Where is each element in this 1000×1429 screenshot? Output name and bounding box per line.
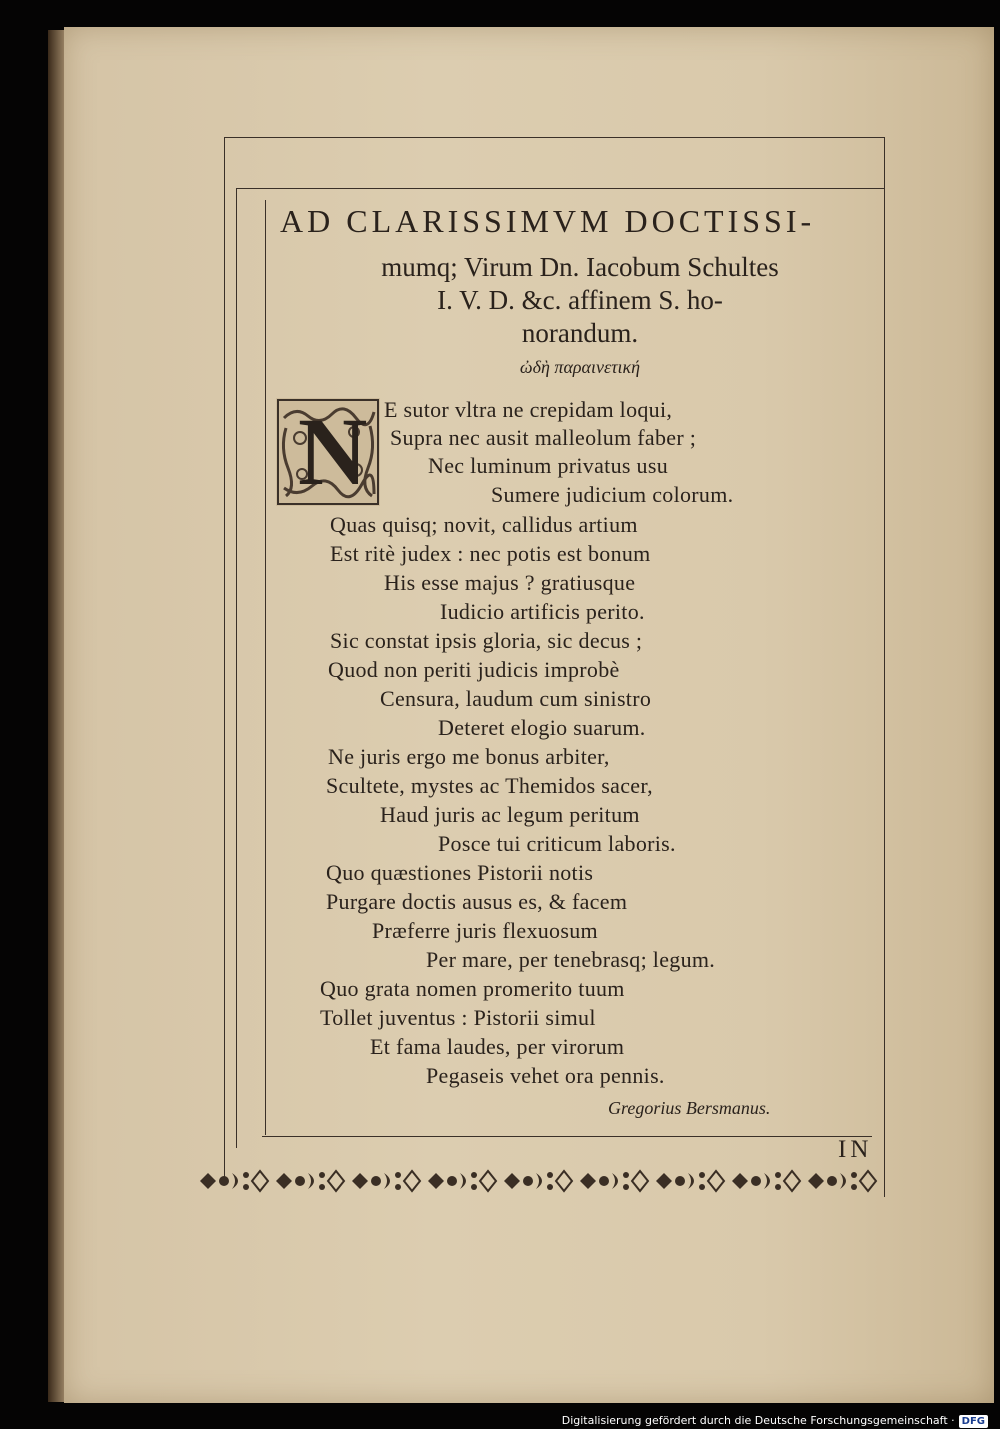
heading-line-1: AD CLARISSIMVM DOCTISSI- <box>280 203 816 239</box>
frame-rule <box>262 1136 872 1137</box>
heading-line-3: I. V. D. &c. affinem S. ho- <box>437 285 723 315</box>
verse-line: Per mare, per tenebrasq; legum. <box>426 947 716 972</box>
verse-line: Posce tui criticum laboris. <box>438 831 676 856</box>
verse-line: Scultete, mystes ac Themidos sacer, <box>326 773 653 798</box>
verse-line: Purgare doctis ausus es, & facem <box>326 889 628 914</box>
verse-line: Pegaseis vehet ora pennis. <box>426 1063 665 1088</box>
verse-line: Supra nec ausit malleolum faber ; <box>390 425 697 450</box>
verse-line: Tollet juventus : Pistorii simul <box>320 1005 596 1030</box>
verse-line: Quo grata nomen promerito tuum <box>320 976 625 1001</box>
frame-rule <box>265 200 266 1135</box>
verse-line: Præferre juris flexuosum <box>372 918 598 943</box>
credit-text: Digitalisierung gefördert durch die Deutsche Forschungsgemeinschaft · <box>561 1414 955 1427</box>
catchword: IN <box>838 1136 873 1163</box>
frame-rule <box>884 137 885 1197</box>
verse-line: His esse majus ? gratiusque <box>384 570 636 595</box>
heading-line-4: norandum. <box>521 318 639 348</box>
verse-line: Nec luminum privatus usu <box>428 453 669 478</box>
verse-line: Haud juris ac legum peritum <box>380 802 640 827</box>
verse-line: Censura, laudum cum sinistro <box>380 686 652 711</box>
heading-greek-subtitle: ὠδὴ παραινετική <box>519 357 641 377</box>
verse-line: Iudicio artificis perito. <box>440 599 645 624</box>
decorated-initial <box>276 398 380 506</box>
initial-letter: N <box>298 398 368 505</box>
heading-line-2: mumq; Virum Dn. Iacobum Schultes <box>381 252 779 282</box>
verse-line: Quod non periti judicis improbè <box>328 657 620 682</box>
author-signature: Gregorius Bersmanus. <box>608 1098 771 1118</box>
verse-line: E sutor vltra ne crepidam loqui, <box>384 397 673 422</box>
verse-line: Deteret elogio suarum. <box>438 715 646 740</box>
dfg-logo: DFG <box>959 1415 988 1428</box>
frame-rule <box>224 137 225 1182</box>
verse-line: Sumere judicium colorum. <box>491 482 734 507</box>
frame-rule <box>236 188 884 189</box>
verse-line: Sic constat ipsis gloria, sic decus ; <box>330 628 643 653</box>
ornament-border <box>200 1165 880 1197</box>
frame-rule <box>225 137 885 138</box>
verse-line: Ne juris ergo me bonus arbiter, <box>328 744 610 769</box>
digitization-credit <box>0 1412 988 1429</box>
frame-rule <box>236 188 237 1148</box>
verse-line: Et fama laudes, per virorum <box>370 1034 625 1059</box>
verse-line: Quas quisq; novit, callidus artium <box>330 512 638 537</box>
verse-line: Quo quæstiones Pistorii notis <box>326 860 594 885</box>
verse-line: Est ritè judex : nec potis est bonum <box>330 541 651 566</box>
